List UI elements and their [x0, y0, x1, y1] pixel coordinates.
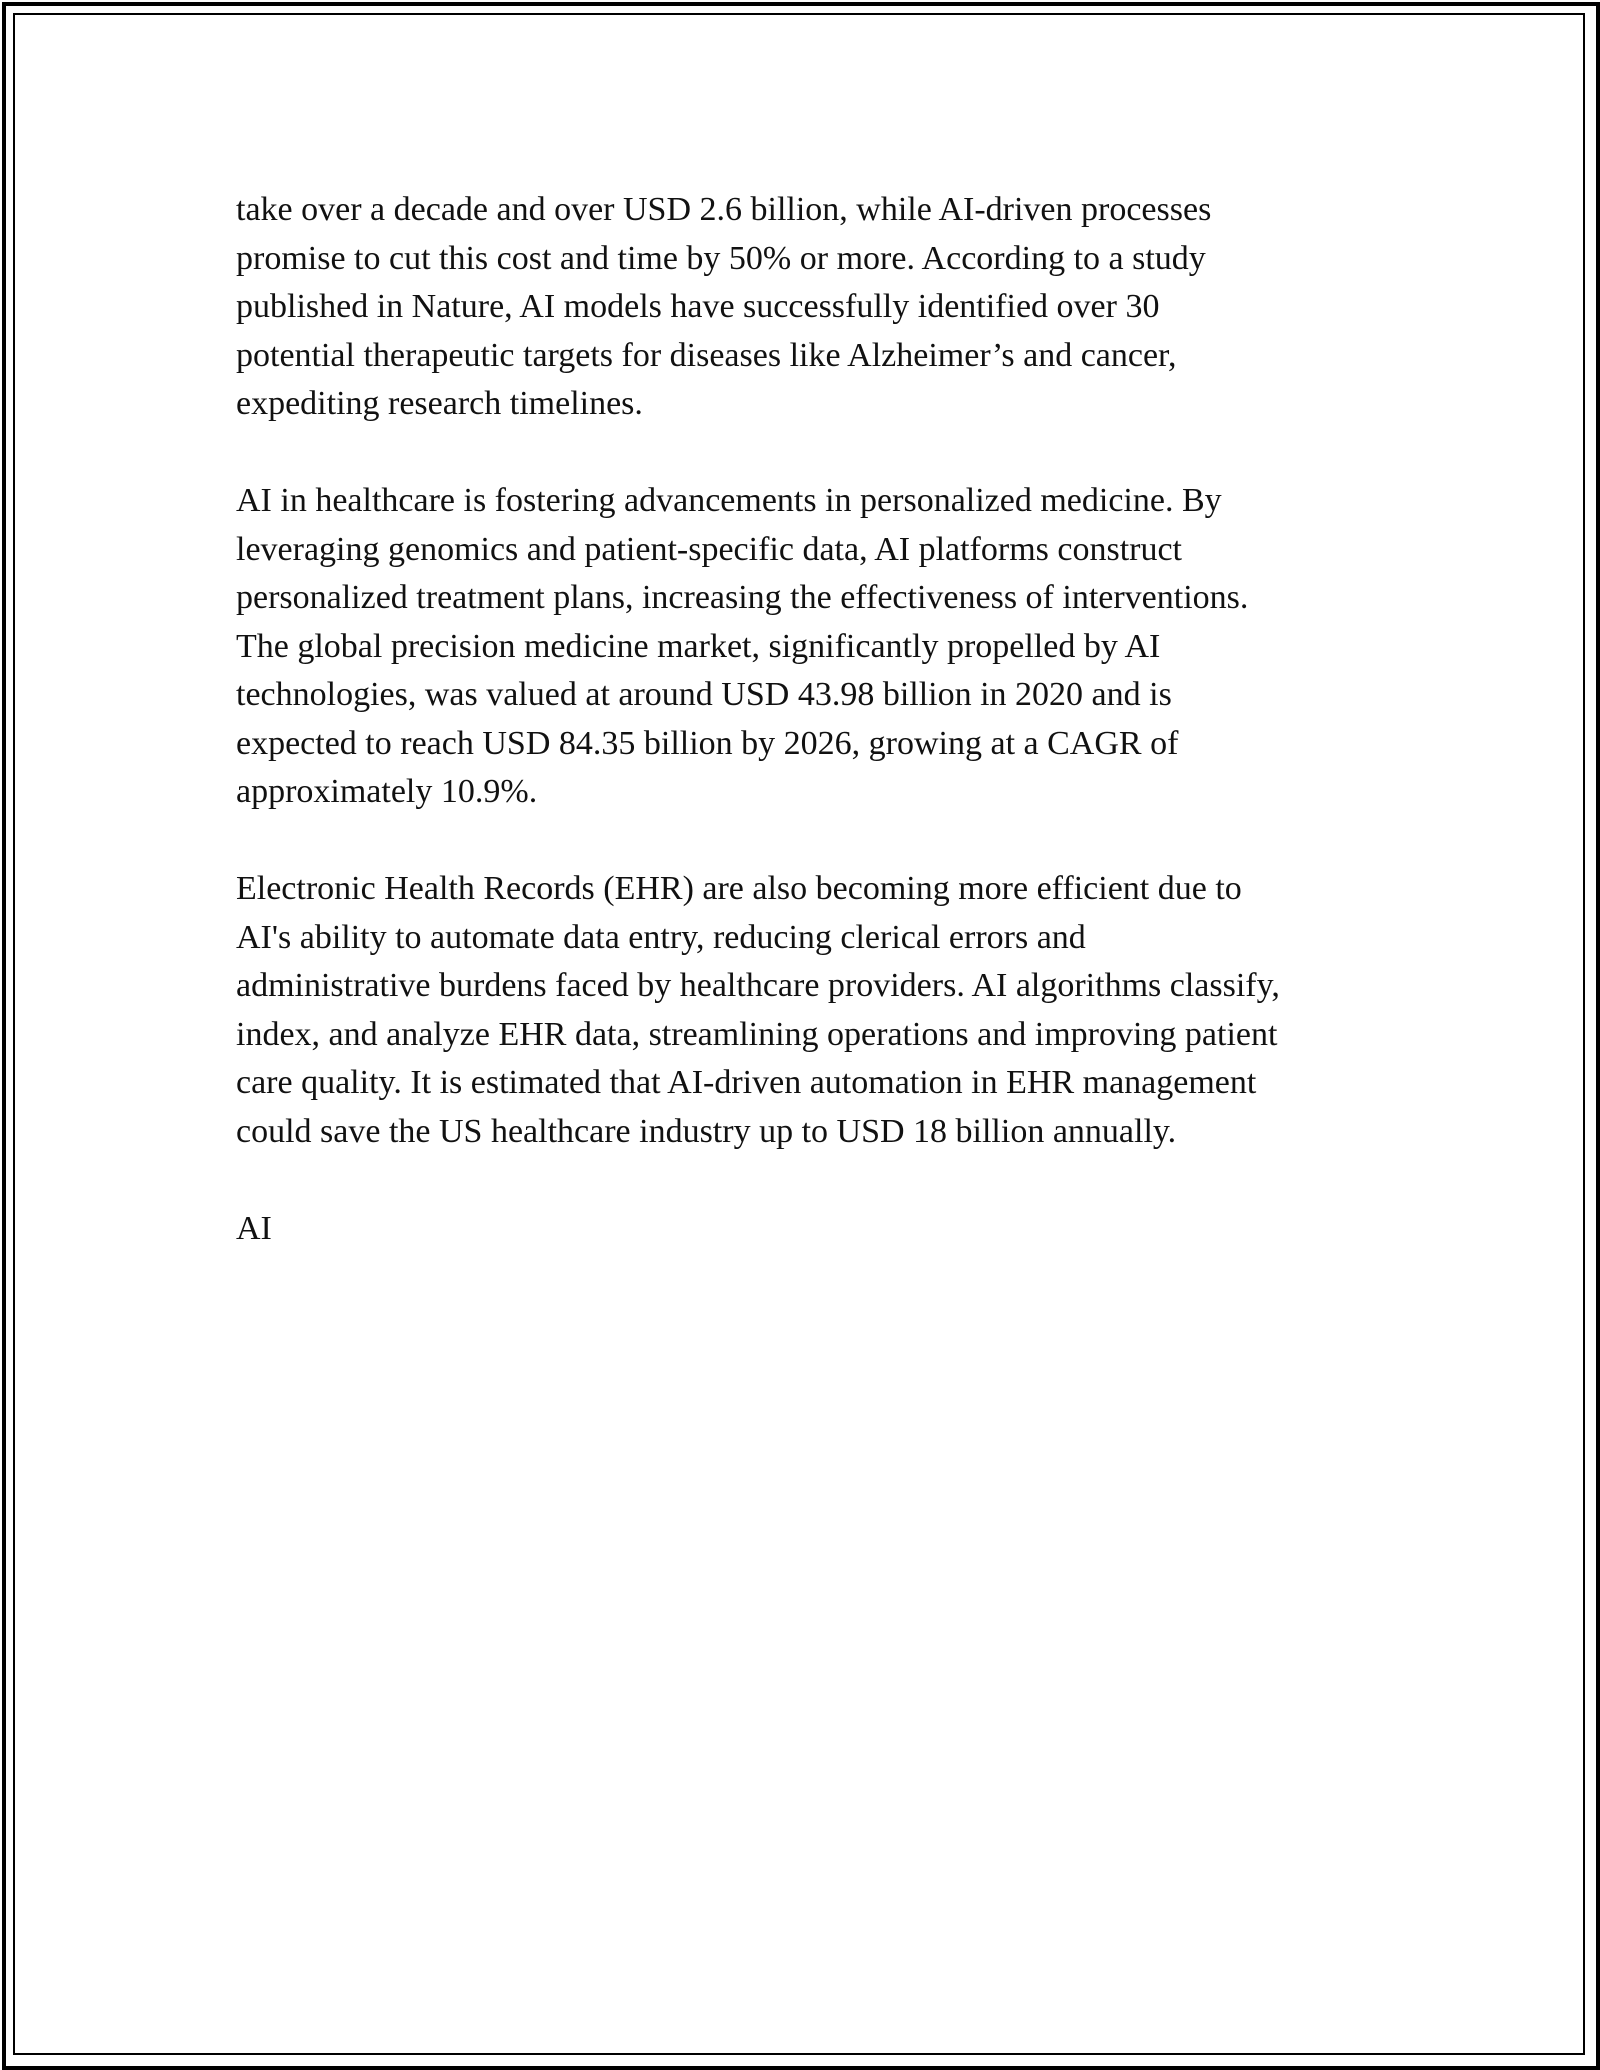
paragraph-ehr: Electronic Health Records (EHR) are also becoming more efficient due to AI's ability to automate data entry, reducing clerical errors and administrative burdens faced by healthcare providers. AI algorithms classify, index, and analyze EHR data, streamlining operations and improving patient care quality. It is estimated that AI-driven automation in EHR management could save the US healthcare industry up to USD 18 billion annually. — [236, 870, 1280, 1150]
paragraph-fragment: AI — [236, 1209, 272, 1247]
paragraph-drug-discovery: take over a decade and over USD 2.6 billion, while AI-driven processes promise to cut this cost and time by 50% or more. According to a study published in Nature, AI models have successfully identified over 30 potential therapeutic targets for diseases like Alzheimer’s and cancer, expediting research timelines. — [236, 191, 1212, 422]
document-body — [236, 186, 1386, 1302]
paragraph-personalized-medicine: AI in healthcare is fostering advancements in personalized medicine. By leveraging genomics and patient-specific data, AI platforms construct personalized treatment plans, increasing the effectiveness of interventions. The global precision medicine market, significantly propelled by AI technologies, was valued at around USD 43.98 billion in 2020 and is expected to reach USD 84.35 billion by 2026, growing at a CAGR of approximately 10.9%. — [236, 482, 1249, 810]
